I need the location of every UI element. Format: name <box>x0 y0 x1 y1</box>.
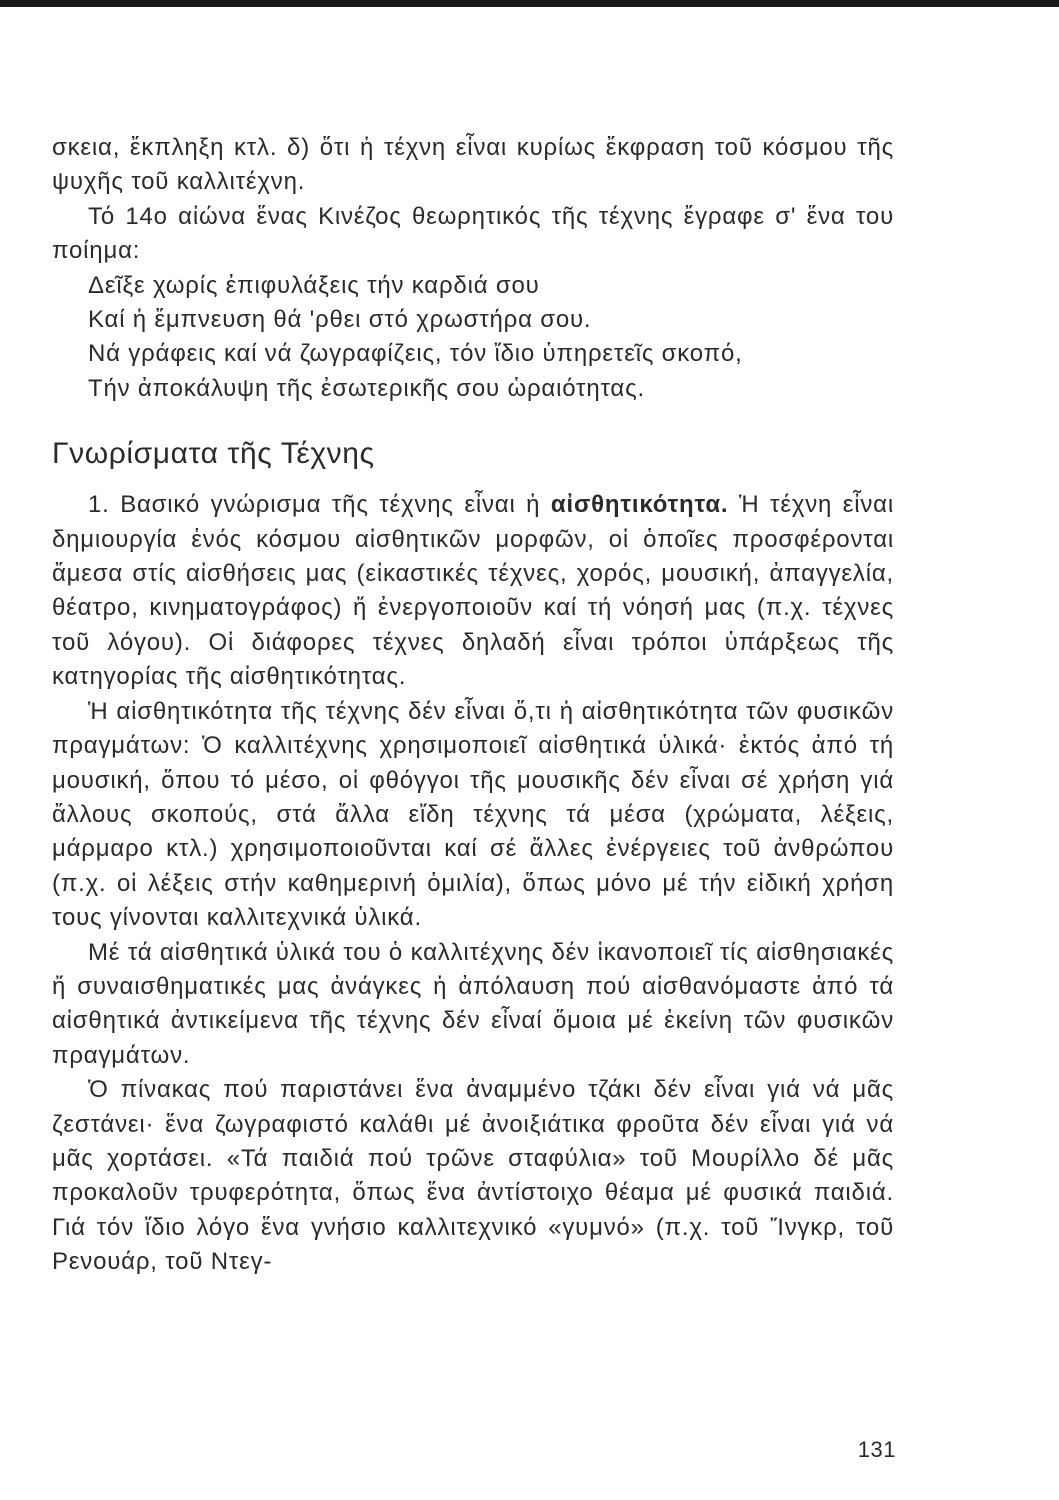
poem-line: Δεῖξε χωρίς ἐπιφυλάξεις τήν καρδιά σου <box>88 271 540 299</box>
page-number: 131 <box>857 1437 896 1462</box>
intro-paragraph: Τό 14ο αἰώνα ἕνας Κινέζος θεωρητικός τῆς τέχνης ἔγραφε σ' ἕνα του ποίημα: <box>52 202 894 265</box>
point-1-rest: Ἡ τέχνη εἶναι δημιουργία ἑνός κόσμου αἰσθητικῶν μορφῶν, οἱ ὁποῖες προσφέρονται ἄμεσα στίς αἰσθήσεις μας (εἰκαστικές τέχνες, χορός, μουσική, ἀπαγγελία, θέατρο, κινηματογράφος) ἤ ἐνεργοποιοῦν καί τή νόησή μας (π.χ. τέχνες τοῦ λόγου). Οἱ διάφορες τέχνες δηλαδή εἶναι τρόποι ὑπάρξεως τῆς κατηγορίας τῆς αἰσθητικότητας. <box>52 491 894 691</box>
scan-top-edge <box>0 0 1059 7</box>
paragraph-3: Ἡ αἰσθητικότητα τῆς τέχνης δέν εἶναι ὅ,τι ἡ αἰσθητικότητα τῶν φυσικῶν πραγμάτων: Ὁ καλλιτέχνης χρησιμοποιεῖ αἰσθητικά ὑλικά· ἐκτός ἀπό τή μουσική, ὅπου τό μέσο, οἱ φθόγγοι τῆς μουσικῆς δέν εἶναι σέ χρήση γιά ἄλλους σκοπούς, στά ἄλλα εἴδη τέχνης τά μέσα (χρώματα, λέξεις, μάρμαρο κτλ.) χρησιμοποιοῦνται καί σέ ἄλλες ἐνέργειες τοῦ ἀνθρώπου (π.χ. οἱ λέξεις στήν καθημερινή ὁμιλία), ὅπως μόνο μέ τήν εἰδική χρήση τους γίνονται καλλιτεχνικά ὑλικά. <box>52 697 894 932</box>
poem-quote <box>52 269 894 407</box>
poem-line: Τήν ἀποκάλυψη τῆς ἐσωτερικῆς σου ὡραιότητας. <box>88 374 645 402</box>
point-1-paragraph <box>52 488 894 694</box>
point-1-lead: 1. Βασικό γνώρισμα τῆς τέχνης εἶναι ἡ <box>88 491 551 519</box>
poem-line: Καί ἡ ἔμπνευση θά 'ρθει στό χρωστήρα σου. <box>88 306 592 334</box>
key-term: αἰσθητικότητα. <box>550 491 729 519</box>
opening-paragraph: σκεια, ἔκπληξη κτλ. δ) ὅτι ἡ τέχνη εἶναι κυρίως ἔκφραση τοῦ κόσμου τῆς ψυχῆς τοῦ καλλιτέχνη. <box>52 134 894 196</box>
page-body <box>52 131 894 1280</box>
poem-line: Νά γράφεις καί νά ζωγραφίζεις, τόν ἴδιο ὑπηρετεῖς σκοπό, <box>88 340 743 368</box>
paragraph-5: Ὁ πίνακας πού παριστάνει ἕνα ἀναμμένο τζάκι δέν εἶναι γιά νά μᾶς ζεστάνει· ἕνα ζωγραφιστό καλάθι μέ ἀνοιξιάτικα φροῦτα δέν εἶναι γιά νά μᾶς χορτάσει. «Τά παιδιά πού τρῶνε σταφύλια» τοῦ Μουρίλλο δέ μᾶς προκαλοῦν τρυφερότητα, ὅπως ἕνα ἀντίστοιχο θέαμα μέ φυσικά παιδιά. Γιά τόν ἴδιο λόγο ἕνα γνήσιο καλλιτεχνικό «γυμνό» (π.χ. τοῦ Ἴνγκρ, τοῦ Ρενουάρ, τοῦ Ντεγ- <box>52 1076 894 1276</box>
paragraph-4: Μέ τά αἰσθητικά ὑλικά του ὁ καλλιτέχνης δέν ἱκανοποιεῖ τίς αἰσθησιακές ἤ συναισθηματικές μας ἀνάγκες ἡ ἀπόλαυση πού αἰσθανόμαστε ἀπό τά αἰσθητικά ἀντικείμενα τῆς τέχνης δέν εἶναί ὅμοια μέ ἐκείνη τῶν φυσικῶν πραγμάτων. <box>52 938 894 1069</box>
section-heading: Γνωρίσματα τῆς Τέχνης <box>52 437 375 471</box>
